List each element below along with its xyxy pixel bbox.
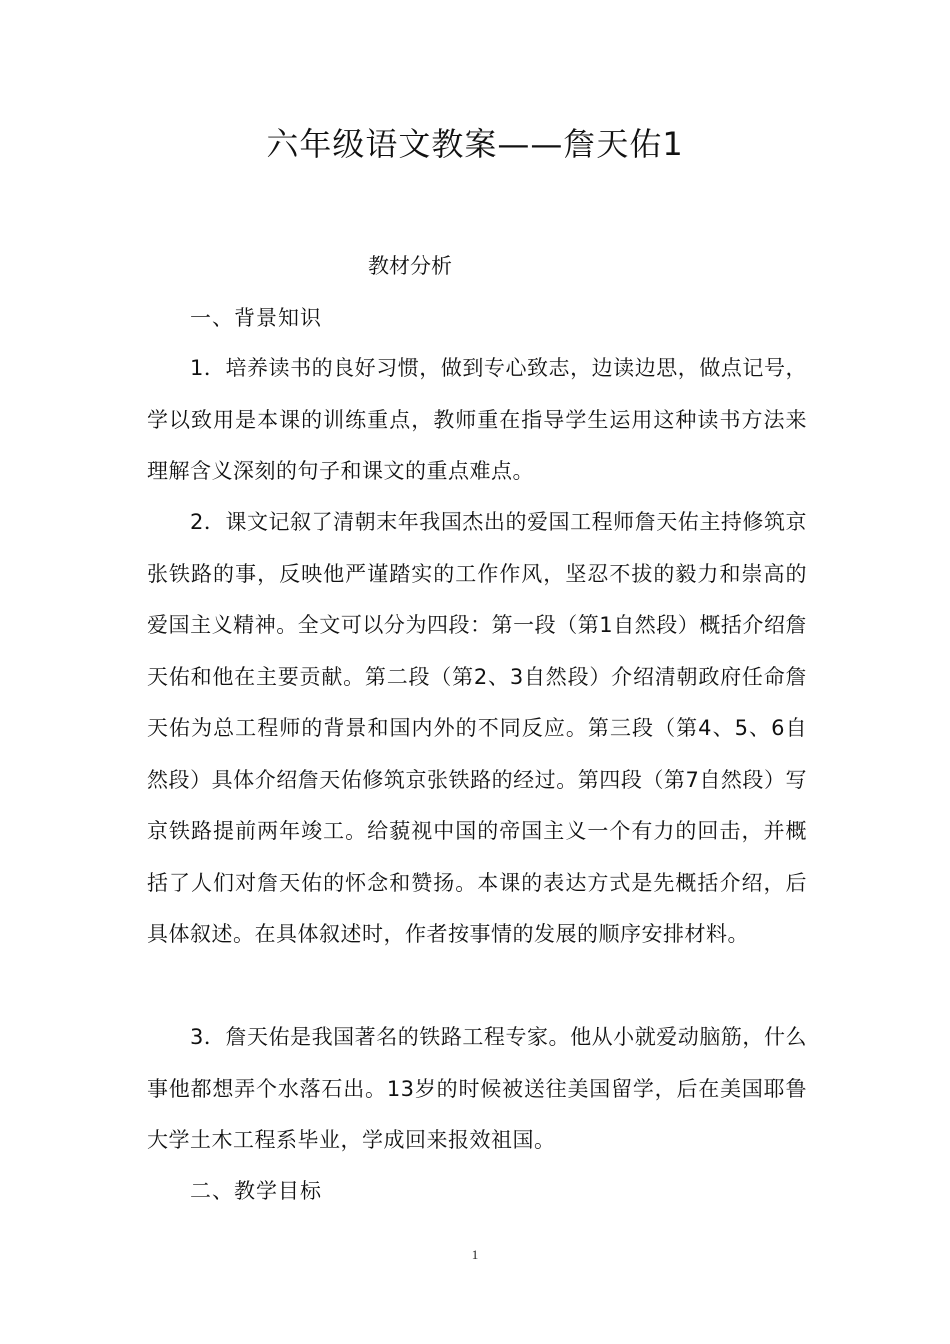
paragraph-1: 1．培养读书的良好习惯，做到专心致志，边读边思，做点记号，学以致用是本课的训练重点，教师重在指导学生运用这种读书方法来理解含义深刻的句子和课文的重点难点。 (147, 356, 807, 483)
section-title: 教材分析 (368, 254, 452, 278)
heading-background-knowledge: 一、背景知识 (190, 306, 322, 330)
heading-teaching-goals: 二、教学目标 (190, 1179, 322, 1203)
page-number: 1 (471, 1247, 479, 1262)
paragraph-3: 3．詹天佑是我国著名的铁路工程专家。他从小就爱动脑筋，什么事他都想弄个水落石出。13岁的时候被送往美国留学，后在美国耶鲁大学土木工程系毕业，学成回来报效祖国。 (147, 1025, 807, 1152)
paragraph-2: 2．课文记叙了清朝末年我国杰出的爱国工程师詹天佑主持修筑京张铁路的事，反映他严谨踏实的工作作风，坚忍不拔的毅力和崇高的爱国主义精神。全文可以分为四段：第一段（第1自然段）概括介绍詹天佑和他在主要贡献。第二段（第2、3自然段）介绍清朝政府任命詹天佑为总工程师的背景和国内外的不同反应。第三段（第4、5、6自然段）具体介绍詹天佑修筑京张铁路的经过。第四段（第7自然段）写京铁路提前两年竣工。给藐视中国的帝国主义一个有力的回击，并概括了人们对詹天佑的怀念和赞扬。本课的表达方式是先概括介绍，后具体叙述。在具体叙述时，作者按事情的发展的顺序安排材料。 (147, 510, 807, 946)
document-title: 六年级语文教案——詹天佑1 (266, 125, 684, 163)
